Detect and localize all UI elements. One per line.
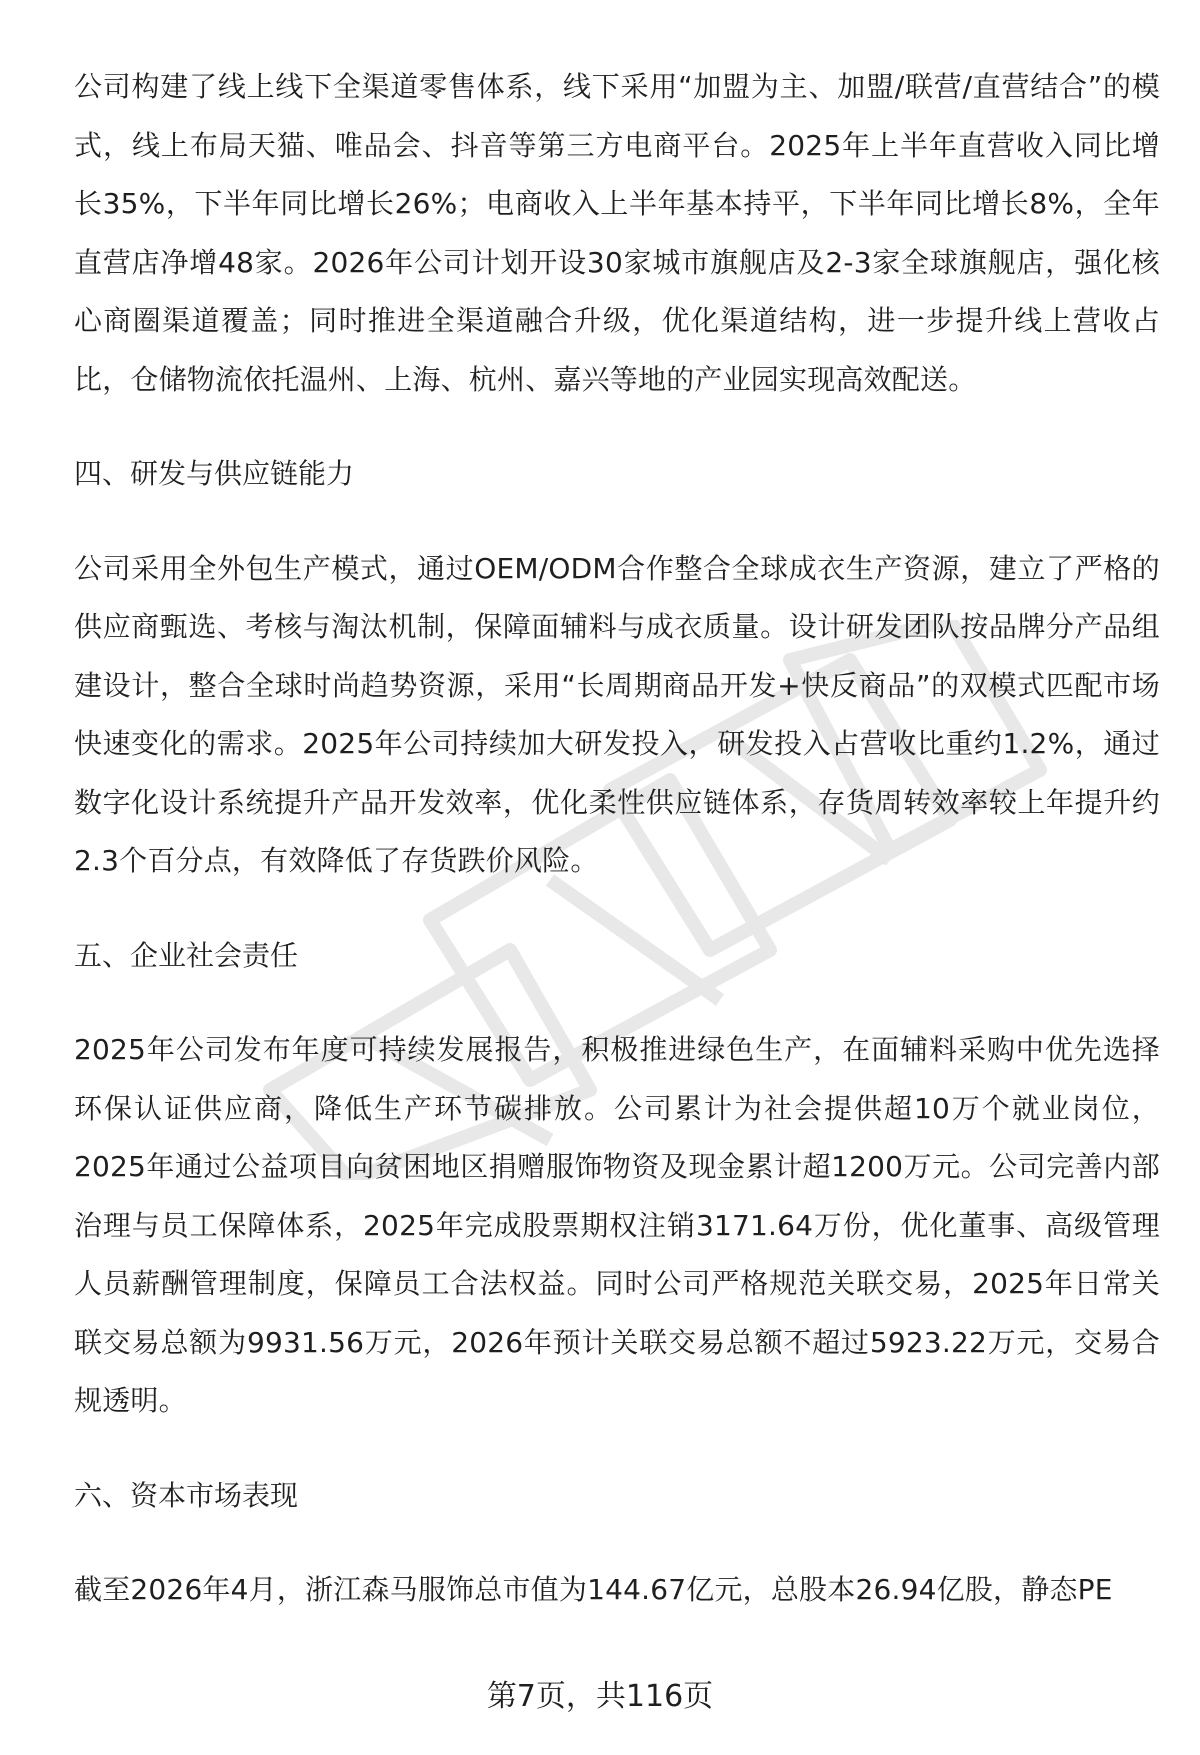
heading-rd-supply-chain: 四、研发与供应链能力 <box>74 457 355 490</box>
paragraph-capital-market: 截至2026年4月，浙江森马服饰总市值为144.67亿元，总股本26.94亿股，静态PE <box>74 1573 1113 1606</box>
paragraph-channels: 公司构建了线上线下全渠道零售体系，线下采用“加盟为主、加盟/联营/直营结合”的模式，线上布局天猫、唯品会、抖音等第三方电商平台。2025年上半年直营收入同比增长35%，下半年同比增长26%；电商收入上半年基本持平，下半年同比增长8%，全年直营店净增48家。2026年公司计划开设30家城市旗舰店及2-3家全球旗舰店，强化核心商圈渠道覆盖；同时推进全渠道融合升级，优化渠道结构，进一步提升线上营收占比，仓储物流依托温州、上海、杭州、嘉兴等地的产业园实现高效配送。 <box>74 70 1160 396</box>
paragraph-csr: 2025年公司发布年度可持续发展报告，积极推进绿色生产，在面辅料采购中优先选择环保认证供应商，降低生产环节碳排放。公司累计为社会提供超10万个就业岗位，2025年通过公益项目向贫困地区捐赠服饰物资及现金累计超1200万元。公司完善内部治理与员工保障体系，2025年完成股票期权注销3171.64万份，优化董事、高级管理人员薪酬管理制度，保障员工合法权益。同时公司严格规范关联交易，2025年日常关联交易总额为9931.56万元，2026年预计关联交易总额不超过5923.22万元，交易合规透明。 <box>74 1033 1160 1417</box>
page-number: 第7页，共116页 <box>486 1679 714 1714</box>
paragraph-rd-supply-chain: 公司采用全外包生产模式，通过OEM/ODM合作整合全球成衣生产资源，建立了严格的供应商甄选、考核与淘汰机制，保障面辅料与成衣质量。设计研发团队按品牌分产品组建设计，整合全球时尚趋势资源，采用“长周期商品开发+快反商品”的双模式匹配市场快速变化的需求。2025年公司持续加大研发投入，研发投入占营收比重约1.2%，通过数字化设计系统提升产品开发效率，优化柔性供应链体系，存货周转效率较上年提升约2.3个百分点，有效降低了存货跌价风险。 <box>74 551 1160 877</box>
heading-capital-market: 六、资本市场表现 <box>74 1478 299 1512</box>
document-body <box>74 58 1160 1620</box>
heading-csr: 五、企业社会责任 <box>74 938 299 972</box>
